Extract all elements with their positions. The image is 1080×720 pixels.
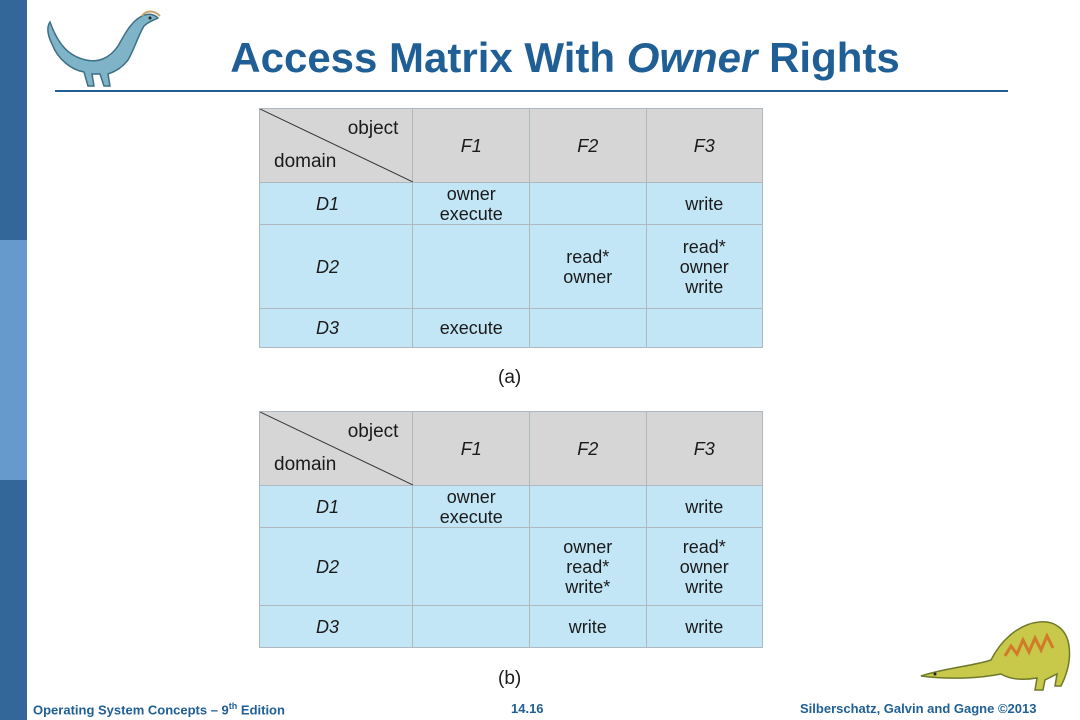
matrix-cell <box>646 309 763 348</box>
matrix-cell <box>530 486 646 528</box>
corner-domain-label: domain <box>274 454 337 475</box>
cell-right: write <box>685 616 724 637</box>
cell-right: read* <box>682 536 726 557</box>
cell-right: read* <box>566 246 610 267</box>
matrix-row <box>260 486 763 528</box>
row-label: D2 <box>260 528 413 606</box>
matrix-cell <box>413 225 530 309</box>
cell-right: execute <box>439 506 503 527</box>
cell-right: read* <box>566 556 610 577</box>
cell-right: write <box>685 496 724 517</box>
footer-book-title <box>33 701 285 717</box>
matrix-row <box>260 309 763 348</box>
cell-right: write <box>685 276 724 297</box>
cell-right: write <box>685 576 724 597</box>
matrix-cell <box>413 528 530 606</box>
dinosaur-mascot-icon <box>915 610 1075 695</box>
access-matrix-b <box>259 411 763 648</box>
title-prefix: Access Matrix With <box>230 34 616 81</box>
matrix-cell <box>646 183 763 225</box>
corner-object-label: object <box>347 421 399 442</box>
title-italic: Owner <box>626 34 758 81</box>
matrix-cell <box>413 606 530 648</box>
cell-right: owner <box>679 556 729 577</box>
row-label: D3 <box>260 309 413 348</box>
row-label: D1 <box>260 486 413 528</box>
matrix-cell <box>530 225 646 309</box>
left-sidebar-band <box>0 0 27 720</box>
column-header: F1 <box>413 109 530 183</box>
matrix-row <box>260 606 763 648</box>
footer-page-number: 14.16 <box>511 701 544 716</box>
access-matrix-a <box>259 108 763 348</box>
matrix-cell <box>646 225 763 309</box>
corner-domain-label: domain <box>274 151 337 172</box>
cell-right: owner <box>563 266 613 287</box>
cell-right: read* <box>682 236 726 257</box>
matrix-cell <box>413 486 530 528</box>
row-label: D1 <box>260 183 413 225</box>
row-label: D3 <box>260 606 413 648</box>
cell-right: execute <box>439 203 503 224</box>
column-header: F2 <box>530 412 646 486</box>
column-header: F1 <box>413 412 530 486</box>
matrix-cell <box>413 183 530 225</box>
matrix-row <box>260 528 763 606</box>
cell-right: write* <box>565 576 611 597</box>
footer-left-sup: th <box>228 701 238 711</box>
corner-object-label: object <box>347 118 399 139</box>
matrix-cell <box>646 528 763 606</box>
title-suffix: Rights <box>769 34 900 81</box>
dinosaur-logo-icon <box>38 6 168 90</box>
matrix-cell <box>646 486 763 528</box>
matrix-cell <box>646 606 763 648</box>
cell-right: owner <box>563 536 613 557</box>
row-label: D2 <box>260 225 413 309</box>
matrix-cell <box>413 309 530 348</box>
caption-a: (a) <box>498 367 522 388</box>
cell-right: owner <box>446 183 496 204</box>
column-header: F2 <box>530 109 646 183</box>
corner-cell <box>260 109 413 183</box>
matrix-cell <box>530 183 646 225</box>
cell-right: write <box>568 616 607 637</box>
corner-cell <box>260 412 413 486</box>
footer-left-suffix: Edition <box>237 702 285 718</box>
sidebar-highlight <box>0 240 27 480</box>
title-underline <box>55 90 1008 92</box>
footer-authors: Silberschatz, Galvin and Gagne ©2013 <box>800 701 1037 716</box>
column-header: F3 <box>646 412 763 486</box>
matrix-cell <box>530 606 646 648</box>
matrix-cell <box>530 528 646 606</box>
cell-right: owner <box>446 486 496 507</box>
matrix-cell <box>530 309 646 348</box>
cell-right: owner <box>679 256 729 277</box>
cell-right: execute <box>439 318 503 338</box>
footer-left-prefix: Operating System Concepts – 9 <box>33 702 229 718</box>
matrix-row <box>260 183 763 225</box>
column-header: F3 <box>646 109 763 183</box>
cell-right: write <box>685 193 724 214</box>
slide-title <box>165 34 965 82</box>
caption-b: (b) <box>498 668 522 689</box>
matrix-row <box>260 225 763 309</box>
